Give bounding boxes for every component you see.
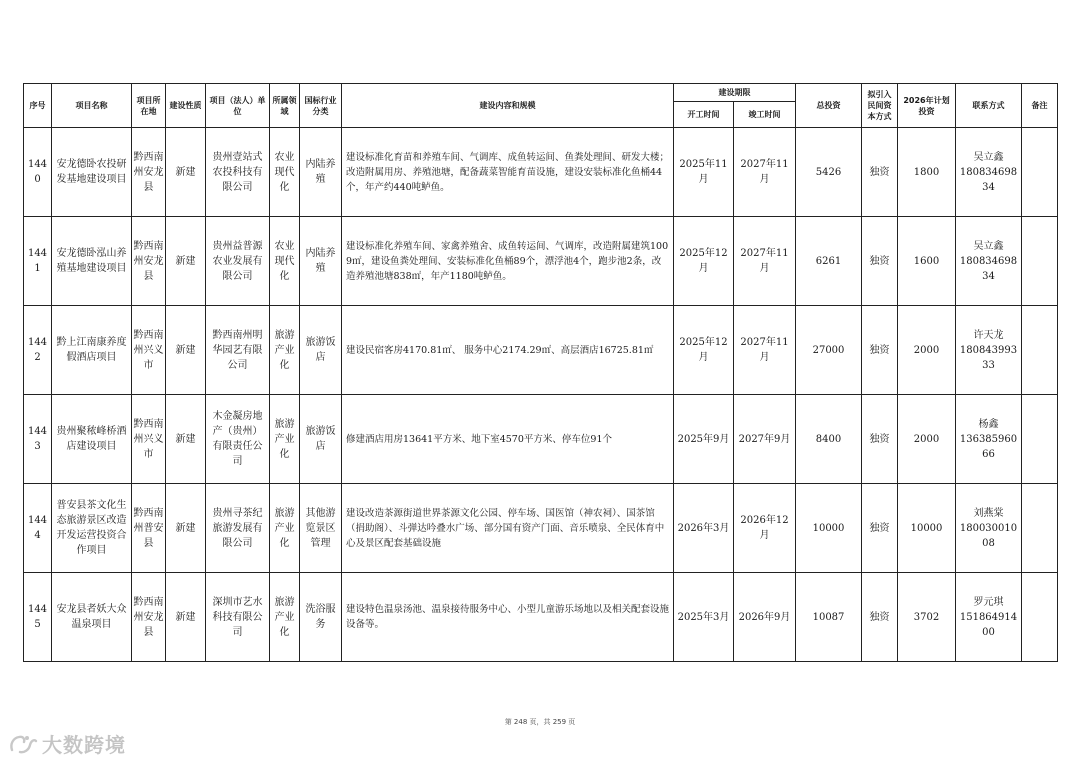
cell-remark <box>1022 573 1058 662</box>
contact-phone: 13638596066 <box>959 433 1018 460</box>
cell-name: 安龙德卧泓山养殖基地建设项目 <box>52 217 132 306</box>
cell-seq: 1442 <box>24 306 52 395</box>
cell-end: 2027年11月 <box>734 306 796 395</box>
cell-remark <box>1022 217 1058 306</box>
cell-industry: 旅游饭店 <box>300 306 342 395</box>
cell-content: 修建酒店用房13641平方米、地下室4570平方米、停车位91个 <box>342 395 674 484</box>
cell-mode: 独资 <box>862 395 898 484</box>
cell-contact <box>956 217 1022 306</box>
cell-industry: 洗浴服务 <box>300 573 342 662</box>
cell-remark <box>1022 484 1058 573</box>
cell-mode: 独资 <box>862 128 898 217</box>
cell-name: 安龙县者妖大众温泉项目 <box>52 573 132 662</box>
cell-location: 黔西南州普安县 <box>132 484 166 573</box>
cell-field: 旅游产业化 <box>270 395 300 484</box>
cell-field: 旅游产业化 <box>270 306 300 395</box>
cell-location: 黔西南州安龙县 <box>132 217 166 306</box>
cell-content: 建设改造茶源街道世界茶源文化公园、停车场、国医馆（神农祠）、国茶馆（捐助阁）、斗弹达吟叠水广场、部分国有资产门面、音乐喷泉、全民体育中心及景区配套基础设施 <box>342 484 674 573</box>
header-nature: 建设性质 <box>166 84 206 128</box>
header-name: 项目名称 <box>52 84 132 128</box>
contact-phone: 18084399333 <box>959 344 1018 371</box>
cell-unit: 黔西南州明华园艺有限公司 <box>206 306 270 395</box>
header-mode: 拟引入民间资本方式 <box>862 84 898 128</box>
cell-seq: 1445 <box>24 573 52 662</box>
cell-content: 建设民宿客房4170.81㎡、 服务中心2174.29㎡、高层酒店16725.81㎡ <box>342 306 674 395</box>
cell-field: 旅游产业化 <box>270 573 300 662</box>
cell-unit: 深圳市艺水科技有限公司 <box>206 573 270 662</box>
cell-remark <box>1022 128 1058 217</box>
cell-start: 2025年11月 <box>674 128 734 217</box>
cell-end: 2027年11月 <box>734 217 796 306</box>
table-row <box>24 395 1058 484</box>
cell-content: 建设特色温泉汤池、温泉接待服务中心、小型儿童游乐场地以及相关配套设施设备等。 <box>342 573 674 662</box>
cell-investment: 27000 <box>796 306 862 395</box>
cell-mode: 独资 <box>862 217 898 306</box>
cell-unit: 贵州寻茶纪旅游发展有限公司 <box>206 484 270 573</box>
cell-investment: 5426 <box>796 128 862 217</box>
cell-investment: 6261 <box>796 217 862 306</box>
cell-investment: 10087 <box>796 573 862 662</box>
cell-plan: 3702 <box>898 573 956 662</box>
cell-plan: 1600 <box>898 217 956 306</box>
cell-plan: 10000 <box>898 484 956 573</box>
cell-nature: 新建 <box>166 573 206 662</box>
cell-investment: 10000 <box>796 484 862 573</box>
cell-location: 黔西南州兴义市 <box>132 306 166 395</box>
header-investment: 总投资 <box>796 84 862 128</box>
header-start: 开工时间 <box>674 102 734 128</box>
header-remark: 备注 <box>1022 84 1058 128</box>
project-table <box>23 83 1058 662</box>
header-unit: 项目（法人）单位 <box>206 84 270 128</box>
contact-name: 刘燕棠 <box>973 507 1004 519</box>
cell-industry: 其他游览景区管理 <box>300 484 342 573</box>
contact-name: 罗元琪 <box>973 596 1004 608</box>
cell-start: 2025年12月 <box>674 306 734 395</box>
cell-unit: 贵州壹站式农投科技有限公司 <box>206 128 270 217</box>
cell-start: 2025年9月 <box>674 395 734 484</box>
cell-contact <box>956 484 1022 573</box>
header-seq: 序号 <box>24 84 52 128</box>
table-row <box>24 306 1058 395</box>
header-period: 建设期限 <box>674 84 796 102</box>
cell-contact <box>956 395 1022 484</box>
cell-remark <box>1022 395 1058 484</box>
cell-contact <box>956 306 1022 395</box>
cell-seq: 1441 <box>24 217 52 306</box>
cell-name: 普安县茶文化生态旅游景区改造开发运营投资合作项目 <box>52 484 132 573</box>
cell-end: 2027年9月 <box>734 395 796 484</box>
cell-location: 黔西南州安龙县 <box>132 128 166 217</box>
cell-nature: 新建 <box>166 395 206 484</box>
cell-end: 2026年9月 <box>734 573 796 662</box>
header-location: 项目所在地 <box>132 84 166 128</box>
cell-plan: 2000 <box>898 395 956 484</box>
cell-seq: 1444 <box>24 484 52 573</box>
header-field: 所属领域 <box>270 84 300 128</box>
cell-end: 2026年12月 <box>734 484 796 573</box>
contact-name: 杨鑫 <box>978 418 999 430</box>
header-industry: 国标行业分类 <box>300 84 342 128</box>
cell-plan: 1800 <box>898 128 956 217</box>
cell-contact <box>956 573 1022 662</box>
cell-nature: 新建 <box>166 306 206 395</box>
watermark <box>8 729 126 758</box>
watermark-logo-icon <box>8 732 38 756</box>
contact-phone: 15186491400 <box>959 611 1018 638</box>
project-table-page <box>23 83 1057 662</box>
header-end: 竣工时间 <box>734 102 796 128</box>
table-row <box>24 484 1058 573</box>
cell-mode: 独资 <box>862 306 898 395</box>
contact-name: 吴立鑫 <box>973 151 1004 163</box>
cell-nature: 新建 <box>166 484 206 573</box>
cell-unit: 木金凝房地产（贵州）有限责任公司 <box>206 395 270 484</box>
cell-content: 建设标准化育苗和养殖车间、气调库、成鱼转运间、鱼粪处理间、研发大楼；改造附属用房、养殖池塘，配备蔬菜智能育苗设施，建设安装标准化鱼桶44个，年产约440吨鲈鱼。 <box>342 128 674 217</box>
table-body <box>24 128 1058 662</box>
cell-start: 2025年3月 <box>674 573 734 662</box>
header-content: 建设内容和规模 <box>342 84 674 128</box>
cell-industry: 旅游饭店 <box>300 395 342 484</box>
header-contact: 联系方式 <box>956 84 1022 128</box>
watermark-text: 大数跨境 <box>42 733 126 757</box>
cell-name: 黔上江南康养度假酒店项目 <box>52 306 132 395</box>
table-row <box>24 217 1058 306</box>
cell-investment: 8400 <box>796 395 862 484</box>
contact-name: 吴立鑫 <box>973 240 1004 252</box>
cell-industry: 内陆养殖 <box>300 217 342 306</box>
page-footer: 第 248 页，共 259 页 <box>504 718 576 726</box>
cell-location: 黔西南州兴义市 <box>132 395 166 484</box>
contact-phone: 18003001008 <box>959 522 1018 549</box>
cell-mode: 独资 <box>862 484 898 573</box>
cell-location: 黔西南州安龙县 <box>132 573 166 662</box>
cell-mode: 独资 <box>862 573 898 662</box>
cell-field: 农业现代化 <box>270 217 300 306</box>
table-row <box>24 128 1058 217</box>
contact-phone: 18083469834 <box>959 166 1018 193</box>
cell-plan: 2000 <box>898 306 956 395</box>
cell-content: 建设标准化养殖车间、家禽养殖舍、成鱼转运间、气调库，改造附属建筑1009㎡，建设鱼粪处理间、安装标准化鱼桶89个，漂浮池4个，跑步池2条，改造养殖池塘838㎡，年产1180吨鲈鱼。 <box>342 217 674 306</box>
cell-start: 2026年3月 <box>674 484 734 573</box>
cell-name: 贵州聚秾峰桥酒店建设项目 <box>52 395 132 484</box>
cell-industry: 内陆养殖 <box>300 128 342 217</box>
cell-field: 旅游产业化 <box>270 484 300 573</box>
contact-name: 许天龙 <box>973 329 1004 341</box>
cell-unit: 贵州益普源农业发展有限公司 <box>206 217 270 306</box>
cell-remark <box>1022 306 1058 395</box>
cell-nature: 新建 <box>166 128 206 217</box>
contact-phone: 18083469834 <box>959 255 1018 282</box>
cell-start: 2025年12月 <box>674 217 734 306</box>
cell-seq: 1443 <box>24 395 52 484</box>
header-plan: 2026年计划投资 <box>898 84 956 128</box>
cell-nature: 新建 <box>166 217 206 306</box>
cell-seq: 1440 <box>24 128 52 217</box>
cell-name: 安龙德卧农投研发基地建设项目 <box>52 128 132 217</box>
cell-end: 2027年11月 <box>734 128 796 217</box>
cell-field: 农业现代化 <box>270 128 300 217</box>
table-row <box>24 573 1058 662</box>
cell-contact <box>956 128 1022 217</box>
